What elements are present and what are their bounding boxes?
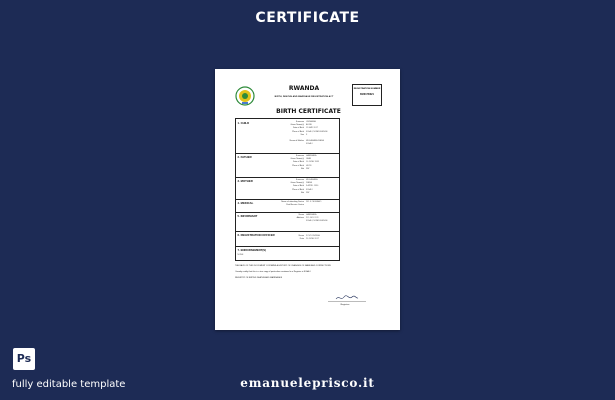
section-child <box>236 119 340 154</box>
value: KIGALI <box>306 188 313 191</box>
field-labels <box>272 179 304 195</box>
label: Nat <box>300 191 304 194</box>
country-name: RWANDA <box>288 85 320 92</box>
value: HABIMANA <box>306 214 317 216</box>
value: MUKAMANA DIANE <box>306 140 325 143</box>
section-title: 2. FATHER <box>237 154 252 159</box>
certificate-form <box>235 118 340 261</box>
registrar-label: Registrar <box>340 304 350 306</box>
label: Nat <box>300 167 304 170</box>
label: Place of Birth <box>292 164 304 167</box>
section-title: 5. INFORMANT <box>237 213 258 218</box>
act-subtitle: BIRTH, DEATHS AND MARRIAGE REGISTRATION ACT <box>274 96 334 98</box>
label: Surname <box>295 155 304 157</box>
label: Post/Service Centre <box>286 204 304 207</box>
field-values <box>306 179 339 195</box>
label: Place of Birth <box>292 130 304 133</box>
label: Name of Mother <box>289 140 304 143</box>
section-endorsements <box>236 246 340 261</box>
field-values <box>306 235 339 241</box>
endorsement-text: NONE <box>237 254 244 256</box>
registration-label: REGISTRATION NUMBER <box>353 88 381 90</box>
registration-number: B/2017/0021 <box>360 93 374 96</box>
certificate-notes <box>235 265 382 283</box>
section-father <box>236 153 340 178</box>
value: DIANE <box>306 182 313 185</box>
value: HUYE <box>306 164 312 167</box>
value: KIGALI <box>306 143 313 146</box>
value: F <box>306 133 308 136</box>
section-title: 7. ENDORSEMENT(S) <box>237 247 267 252</box>
editable-template-note: fully editable template <box>12 379 126 390</box>
label: Date of Birth <box>292 161 304 164</box>
field-labels <box>272 214 304 220</box>
section-medical <box>236 199 340 213</box>
note-line: I hereby certify that this is a true copy of particulars contained in a Register at KIGALI <box>235 271 311 273</box>
note-line: THE BACK OF THIS DOCUMENT CONTAINS A HISTORY OF CHANGES OF NAME AND CORRECTIONS <box>235 265 331 267</box>
section-title: 6. REGISTRATION OFFICER <box>237 232 275 237</box>
section-mother <box>236 177 340 200</box>
value: 20 JUNE 2017 <box>306 238 320 241</box>
section-informant <box>236 212 340 232</box>
value: 3 APRIL 1990 <box>306 185 319 188</box>
label: Date of Birth <box>292 127 304 130</box>
field-labels <box>272 201 304 207</box>
registration-box <box>352 84 382 106</box>
section-title: 3. MOTHER <box>237 178 253 183</box>
value: HABIMANA <box>306 155 317 157</box>
label: Name of attending Doctor <box>281 201 304 203</box>
section-registration-officer <box>236 231 340 247</box>
value: 10 JUNE 1985 <box>306 161 320 164</box>
value: JEAN <box>306 158 312 161</box>
coat-of-arms-icon <box>235 86 255 106</box>
label: Given Name(s) <box>290 158 304 161</box>
certificate-preview <box>215 69 400 330</box>
label: Given Name(s) <box>290 182 304 185</box>
label: Surname <box>295 179 304 181</box>
value: KIGALI, NYARUGENGE <box>306 130 328 133</box>
value: MUKAMANA <box>306 179 318 181</box>
value: KIGALI, NYARUGENGE <box>306 220 328 223</box>
label: Surname <box>295 121 304 123</box>
field-labels <box>272 235 304 241</box>
field-values <box>306 214 339 224</box>
label: Name <box>298 214 304 216</box>
page-title: CERTIFICATE <box>255 10 360 26</box>
value: R. NIYONZIMA <box>306 235 320 237</box>
website-link[interactable]: emanueleprisco.it <box>240 376 375 390</box>
photoshop-icon: Ps <box>13 348 35 370</box>
value: DR. K. MUGABO <box>306 201 322 203</box>
value: UWIMANA <box>306 121 316 123</box>
label: Date <box>299 238 304 241</box>
certificate-heading: BIRTH CERTIFICATE <box>276 108 341 115</box>
value: ALINE <box>306 124 312 127</box>
field-labels <box>272 121 304 143</box>
label: Name <box>298 235 304 237</box>
section-title: 1. CHILD <box>237 120 250 125</box>
signature-line <box>328 301 366 302</box>
label: Sex <box>300 133 304 136</box>
value: RW <box>306 167 310 170</box>
label: Date of Birth <box>292 185 304 188</box>
field-values <box>306 201 339 204</box>
note-line: REGISTRY OF BIRTHS DEATHS AND MARRIAGES <box>235 277 283 279</box>
value: 15 MAY 2017 <box>306 127 318 130</box>
value: P.O. BOX 123 <box>306 217 319 220</box>
section-title: 4. MEDICAL <box>237 200 254 205</box>
field-values <box>306 121 339 147</box>
label: Address <box>296 217 304 220</box>
field-labels <box>272 155 304 171</box>
value: RW <box>306 191 310 194</box>
field-values <box>306 155 339 171</box>
label: Given Name(s) <box>290 124 304 127</box>
label: Place of Birth <box>292 188 304 191</box>
